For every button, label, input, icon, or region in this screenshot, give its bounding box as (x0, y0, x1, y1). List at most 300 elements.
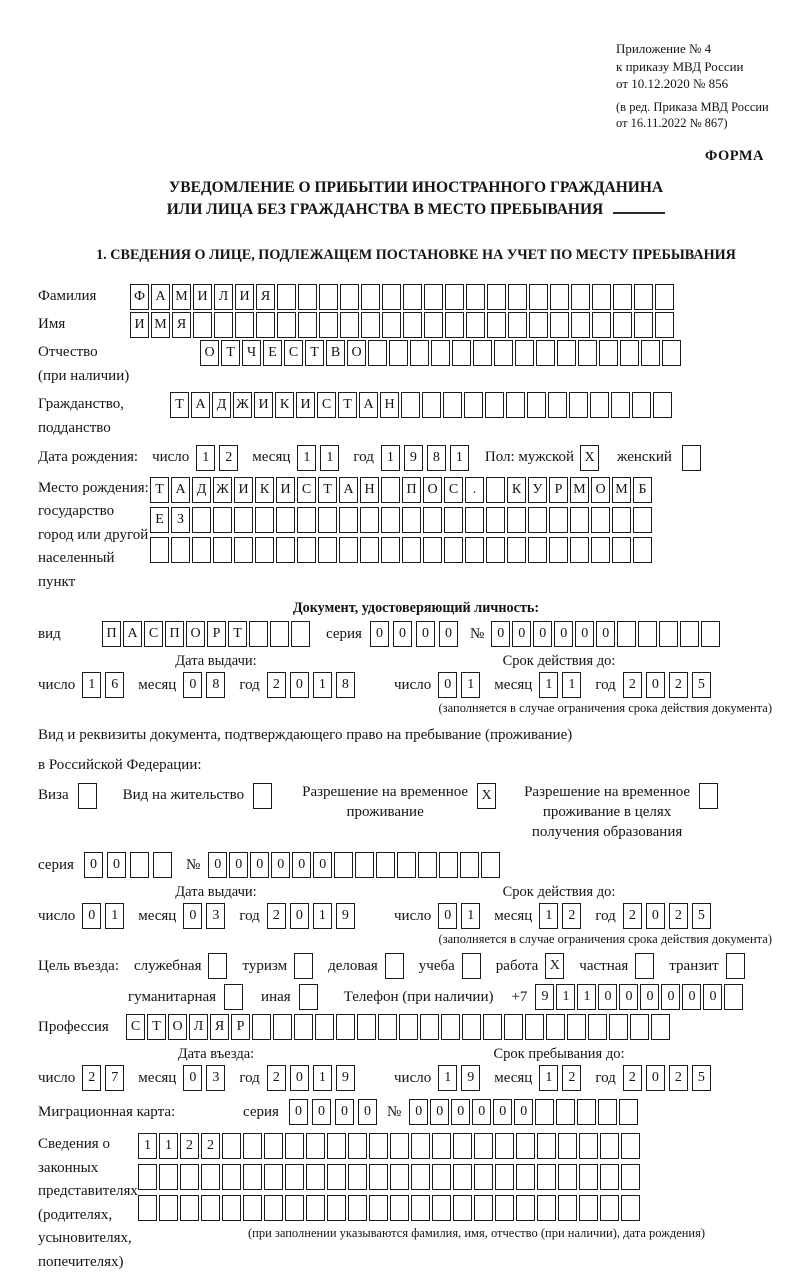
char-box[interactable] (340, 312, 359, 338)
char-box[interactable] (486, 537, 505, 563)
char-box[interactable] (621, 1195, 640, 1221)
char-box[interactable] (600, 1133, 619, 1159)
char-box[interactable] (453, 1133, 472, 1159)
char-box[interactable]: 0 (575, 621, 594, 647)
char-box[interactable] (319, 312, 338, 338)
char-box[interactable]: 8 (427, 445, 446, 471)
char-box[interactable] (527, 392, 546, 418)
char-box[interactable]: 1 (381, 445, 400, 471)
char-box[interactable]: 0 (250, 852, 269, 878)
char-box[interactable] (402, 507, 421, 533)
char-box[interactable]: 1 (313, 672, 332, 698)
char-box[interactable] (638, 621, 657, 647)
char-box[interactable]: 0 (640, 984, 659, 1010)
char-box[interactable]: 0 (312, 1099, 331, 1125)
char-box[interactable] (130, 852, 149, 878)
char-box[interactable]: 0 (703, 984, 722, 1010)
char-box[interactable] (339, 537, 358, 563)
char-box[interactable] (201, 1164, 220, 1190)
char-box[interactable] (506, 392, 525, 418)
char-box[interactable] (243, 1133, 262, 1159)
char-box[interactable] (508, 312, 527, 338)
char-box[interactable] (192, 537, 211, 563)
char-box[interactable] (150, 537, 169, 563)
checkbox-male[interactable]: X (580, 445, 599, 471)
char-box[interactable]: М (151, 312, 170, 338)
char-box[interactable] (327, 1195, 346, 1221)
char-box[interactable] (368, 340, 387, 366)
char-box[interactable] (464, 392, 483, 418)
char-box[interactable] (662, 340, 681, 366)
char-box[interactable] (579, 1195, 598, 1221)
char-box[interactable]: 2 (623, 672, 642, 698)
char-box[interactable] (460, 852, 479, 878)
char-box[interactable] (264, 1164, 283, 1190)
char-box[interactable]: У (528, 477, 547, 503)
char-box[interactable]: К (275, 392, 294, 418)
char-box[interactable]: С (284, 340, 303, 366)
char-box[interactable] (389, 340, 408, 366)
char-box[interactable]: 0 (290, 672, 309, 698)
char-box[interactable] (381, 477, 400, 503)
char-box[interactable] (598, 1099, 617, 1125)
char-box[interactable]: 2 (267, 903, 286, 929)
char-box[interactable] (537, 1164, 556, 1190)
char-box[interactable]: 1 (577, 984, 596, 1010)
char-box[interactable] (579, 1133, 598, 1159)
char-box[interactable] (466, 312, 485, 338)
char-box[interactable]: 0 (290, 903, 309, 929)
char-box[interactable] (138, 1195, 157, 1221)
char-box[interactable] (222, 1195, 241, 1221)
char-box[interactable]: 1 (313, 903, 332, 929)
checkbox-purpose-humanitarian[interactable] (224, 984, 243, 1010)
char-box[interactable] (399, 1014, 418, 1040)
char-box[interactable]: Е (150, 507, 169, 533)
char-box[interactable] (516, 1133, 535, 1159)
char-box[interactable]: Т (305, 340, 324, 366)
char-box[interactable] (494, 340, 513, 366)
char-box[interactable]: 0 (289, 1099, 308, 1125)
char-box[interactable]: З (171, 507, 190, 533)
char-box[interactable]: 5 (692, 1065, 711, 1091)
char-box[interactable] (431, 340, 450, 366)
char-box[interactable] (243, 1164, 262, 1190)
char-box[interactable]: 0 (290, 1065, 309, 1091)
char-box[interactable] (465, 507, 484, 533)
char-box[interactable] (390, 1164, 409, 1190)
char-box[interactable]: И (234, 477, 253, 503)
char-box[interactable] (487, 312, 506, 338)
char-box[interactable] (724, 984, 743, 1010)
char-box[interactable]: Т (318, 477, 337, 503)
char-box[interactable] (357, 1014, 376, 1040)
char-box[interactable]: 2 (82, 1065, 101, 1091)
char-box[interactable] (382, 284, 401, 310)
char-box[interactable]: Д (192, 477, 211, 503)
char-box[interactable]: 0 (84, 852, 103, 878)
char-box[interactable] (273, 1014, 292, 1040)
char-box[interactable] (234, 507, 253, 533)
char-box[interactable] (264, 1195, 283, 1221)
char-box[interactable] (360, 507, 379, 533)
char-box[interactable]: 2 (669, 1065, 688, 1091)
char-box[interactable] (634, 284, 653, 310)
char-box[interactable]: 0 (183, 672, 202, 698)
char-box[interactable]: И (130, 312, 149, 338)
char-box[interactable] (255, 507, 274, 533)
char-box[interactable]: 0 (358, 1099, 377, 1125)
char-box[interactable]: 2 (219, 445, 238, 471)
char-box[interactable] (529, 284, 548, 310)
char-box[interactable]: Р (231, 1014, 250, 1040)
char-box[interactable] (243, 1195, 262, 1221)
char-box[interactable] (180, 1195, 199, 1221)
char-box[interactable] (619, 1099, 638, 1125)
char-box[interactable]: А (123, 621, 142, 647)
char-box[interactable]: М (612, 477, 631, 503)
char-box[interactable] (340, 284, 359, 310)
char-box[interactable] (444, 537, 463, 563)
char-box[interactable]: О (200, 340, 219, 366)
char-box[interactable]: 1 (539, 903, 558, 929)
char-box[interactable] (655, 312, 674, 338)
char-box[interactable] (483, 1014, 502, 1040)
char-box[interactable]: Н (360, 477, 379, 503)
char-box[interactable]: 2 (562, 903, 581, 929)
char-box[interactable] (445, 284, 464, 310)
char-box[interactable]: 9 (404, 445, 423, 471)
char-box[interactable]: 2 (267, 1065, 286, 1091)
char-box[interactable] (423, 537, 442, 563)
char-box[interactable]: 0 (682, 984, 701, 1010)
char-box[interactable]: 1 (461, 672, 480, 698)
checkbox-purpose-work[interactable]: X (545, 953, 564, 979)
char-box[interactable] (612, 507, 631, 533)
char-box[interactable] (465, 537, 484, 563)
char-box[interactable]: Е (263, 340, 282, 366)
char-box[interactable] (577, 1099, 596, 1125)
char-box[interactable] (424, 312, 443, 338)
char-box[interactable]: С (317, 392, 336, 418)
char-box[interactable] (516, 1164, 535, 1190)
char-box[interactable] (591, 507, 610, 533)
char-box[interactable]: 0 (554, 621, 573, 647)
char-box[interactable]: Т (338, 392, 357, 418)
char-box[interactable] (422, 392, 441, 418)
checkbox-purpose-other[interactable] (299, 984, 318, 1010)
char-box[interactable] (549, 507, 568, 533)
char-box[interactable] (634, 312, 653, 338)
char-box[interactable]: 0 (430, 1099, 449, 1125)
char-box[interactable] (452, 340, 471, 366)
char-box[interactable]: 2 (669, 672, 688, 698)
char-box[interactable]: 1 (297, 445, 316, 471)
char-box[interactable]: Т (221, 340, 240, 366)
char-box[interactable]: 0 (646, 1065, 665, 1091)
char-box[interactable] (410, 340, 429, 366)
char-box[interactable] (294, 1014, 313, 1040)
char-box[interactable] (334, 852, 353, 878)
char-box[interactable] (381, 507, 400, 533)
char-box[interactable] (420, 1014, 439, 1040)
char-box[interactable]: . (465, 477, 484, 503)
char-box[interactable] (486, 477, 505, 503)
char-box[interactable] (277, 284, 296, 310)
char-box[interactable]: 7 (105, 1065, 124, 1091)
char-box[interactable]: О (168, 1014, 187, 1040)
char-box[interactable] (508, 284, 527, 310)
char-box[interactable]: И (235, 284, 254, 310)
char-box[interactable] (557, 340, 576, 366)
char-box[interactable] (588, 1014, 607, 1040)
char-box[interactable] (570, 537, 589, 563)
char-box[interactable] (369, 1164, 388, 1190)
char-box[interactable]: О (186, 621, 205, 647)
char-box[interactable] (621, 1133, 640, 1159)
char-box[interactable]: 1 (82, 672, 101, 698)
char-box[interactable] (306, 1133, 325, 1159)
char-box[interactable]: 2 (201, 1133, 220, 1159)
char-box[interactable] (306, 1195, 325, 1221)
char-box[interactable]: 0 (335, 1099, 354, 1125)
char-box[interactable]: А (171, 477, 190, 503)
char-box[interactable] (528, 507, 547, 533)
char-box[interactable] (318, 537, 337, 563)
char-box[interactable]: 1 (556, 984, 575, 1010)
char-box[interactable] (592, 284, 611, 310)
char-box[interactable] (201, 1195, 220, 1221)
char-box[interactable] (613, 312, 632, 338)
char-box[interactable] (255, 537, 274, 563)
char-box[interactable] (651, 1014, 670, 1040)
char-box[interactable]: А (359, 392, 378, 418)
char-box[interactable]: 0 (208, 852, 227, 878)
char-box[interactable] (569, 392, 588, 418)
checkbox-purpose-business[interactable] (385, 953, 404, 979)
char-box[interactable]: 0 (370, 621, 389, 647)
char-box[interactable] (481, 852, 500, 878)
char-box[interactable] (590, 392, 609, 418)
char-box[interactable] (297, 537, 316, 563)
char-box[interactable] (297, 507, 316, 533)
char-box[interactable] (403, 284, 422, 310)
char-box[interactable] (537, 1195, 556, 1221)
char-box[interactable] (213, 507, 232, 533)
char-box[interactable] (633, 507, 652, 533)
char-box[interactable]: 0 (512, 621, 531, 647)
char-box[interactable] (630, 1014, 649, 1040)
char-box[interactable]: 2 (623, 903, 642, 929)
char-box[interactable]: 0 (82, 903, 101, 929)
char-box[interactable] (571, 312, 590, 338)
char-box[interactable] (381, 537, 400, 563)
char-box[interactable]: 0 (107, 852, 126, 878)
char-box[interactable] (411, 1164, 430, 1190)
char-box[interactable]: В (326, 340, 345, 366)
char-box[interactable]: 6 (105, 672, 124, 698)
char-box[interactable]: Б (633, 477, 652, 503)
char-box[interactable]: И (254, 392, 273, 418)
char-box[interactable] (252, 1014, 271, 1040)
char-box[interactable] (390, 1195, 409, 1221)
char-box[interactable] (613, 284, 632, 310)
char-box[interactable] (620, 340, 639, 366)
char-box[interactable] (495, 1195, 514, 1221)
char-box[interactable] (445, 312, 464, 338)
char-box[interactable]: 5 (692, 672, 711, 698)
char-box[interactable]: 1 (159, 1133, 178, 1159)
char-box[interactable] (655, 284, 674, 310)
char-box[interactable]: 0 (472, 1099, 491, 1125)
char-box[interactable]: 2 (180, 1133, 199, 1159)
char-box[interactable] (348, 1195, 367, 1221)
checkbox-purpose-study[interactable] (462, 953, 481, 979)
char-box[interactable]: 0 (313, 852, 332, 878)
char-box[interactable] (474, 1133, 493, 1159)
char-box[interactable]: П (402, 477, 421, 503)
char-box[interactable] (571, 284, 590, 310)
char-box[interactable] (535, 1099, 554, 1125)
char-box[interactable]: 0 (619, 984, 638, 1010)
char-box[interactable]: Л (189, 1014, 208, 1040)
char-box[interactable]: 0 (493, 1099, 512, 1125)
char-box[interactable] (277, 312, 296, 338)
char-box[interactable]: 0 (439, 621, 458, 647)
char-box[interactable]: 0 (292, 852, 311, 878)
char-box[interactable] (653, 392, 672, 418)
char-box[interactable]: С (126, 1014, 145, 1040)
char-box[interactable]: Н (380, 392, 399, 418)
char-box[interactable] (600, 1195, 619, 1221)
char-box[interactable] (592, 312, 611, 338)
char-box[interactable] (548, 392, 567, 418)
char-box[interactable]: 0 (451, 1099, 470, 1125)
char-box[interactable] (382, 312, 401, 338)
char-box[interactable]: Т (228, 621, 247, 647)
char-box[interactable] (701, 621, 720, 647)
char-box[interactable]: Т (170, 392, 189, 418)
char-box[interactable]: С (297, 477, 316, 503)
char-box[interactable] (612, 537, 631, 563)
char-box[interactable] (397, 852, 416, 878)
char-box[interactable]: О (591, 477, 610, 503)
char-box[interactable] (432, 1133, 451, 1159)
char-box[interactable] (432, 1164, 451, 1190)
char-box[interactable]: 9 (535, 984, 554, 1010)
char-box[interactable] (641, 340, 660, 366)
char-box[interactable] (528, 537, 547, 563)
char-box[interactable] (298, 284, 317, 310)
checkbox-purpose-private[interactable] (635, 953, 654, 979)
char-box[interactable]: 2 (623, 1065, 642, 1091)
char-box[interactable] (235, 312, 254, 338)
char-box[interactable] (390, 1133, 409, 1159)
char-box[interactable] (285, 1164, 304, 1190)
char-box[interactable]: А (339, 477, 358, 503)
char-box[interactable] (453, 1164, 472, 1190)
char-box[interactable] (609, 1014, 628, 1040)
char-box[interactable]: 0 (416, 621, 435, 647)
char-box[interactable] (444, 507, 463, 533)
char-box[interactable]: 1 (562, 672, 581, 698)
char-box[interactable]: 9 (336, 1065, 355, 1091)
char-box[interactable]: 1 (105, 903, 124, 929)
char-box[interactable] (348, 1164, 367, 1190)
char-box[interactable]: 1 (539, 1065, 558, 1091)
char-box[interactable] (276, 507, 295, 533)
char-box[interactable] (600, 1164, 619, 1190)
char-box[interactable]: Я (210, 1014, 229, 1040)
char-box[interactable] (621, 1164, 640, 1190)
char-box[interactable] (495, 1133, 514, 1159)
char-box[interactable] (285, 1133, 304, 1159)
char-box[interactable]: 1 (320, 445, 339, 471)
checkbox-purpose-official[interactable] (208, 953, 227, 979)
char-box[interactable] (441, 1014, 460, 1040)
char-box[interactable] (403, 312, 422, 338)
char-box[interactable] (473, 340, 492, 366)
char-box[interactable]: 0 (598, 984, 617, 1010)
char-box[interactable] (632, 392, 651, 418)
char-box[interactable]: Л (214, 284, 233, 310)
char-box[interactable]: С (144, 621, 163, 647)
char-box[interactable]: Ж (233, 392, 252, 418)
char-box[interactable] (315, 1014, 334, 1040)
char-box[interactable]: 0 (514, 1099, 533, 1125)
char-box[interactable] (264, 1133, 283, 1159)
char-box[interactable]: К (507, 477, 526, 503)
char-box[interactable]: 0 (438, 672, 457, 698)
char-box[interactable] (180, 1164, 199, 1190)
checkbox-visa[interactable] (78, 783, 97, 809)
char-box[interactable] (159, 1164, 178, 1190)
char-box[interactable] (424, 284, 443, 310)
char-box[interactable]: 3 (206, 1065, 225, 1091)
char-box[interactable] (193, 312, 212, 338)
char-box[interactable] (327, 1133, 346, 1159)
char-box[interactable] (570, 507, 589, 533)
char-box[interactable]: А (151, 284, 170, 310)
char-box[interactable] (411, 1133, 430, 1159)
char-box[interactable]: 0 (596, 621, 615, 647)
char-box[interactable] (319, 284, 338, 310)
char-box[interactable] (611, 392, 630, 418)
char-box[interactable] (507, 537, 526, 563)
char-box[interactable] (567, 1014, 586, 1040)
char-box[interactable] (348, 1133, 367, 1159)
char-box[interactable]: О (423, 477, 442, 503)
checkbox-residence-permit[interactable] (253, 783, 272, 809)
char-box[interactable]: 0 (229, 852, 248, 878)
char-box[interactable]: 1 (450, 445, 469, 471)
char-box[interactable]: 1 (461, 903, 480, 929)
char-box[interactable] (453, 1195, 472, 1221)
char-box[interactable] (495, 1164, 514, 1190)
char-box[interactable]: Ч (242, 340, 261, 366)
char-box[interactable]: И (193, 284, 212, 310)
char-box[interactable] (138, 1164, 157, 1190)
char-box[interactable]: Я (172, 312, 191, 338)
char-box[interactable] (536, 340, 555, 366)
char-box[interactable] (558, 1164, 577, 1190)
char-box[interactable]: А (191, 392, 210, 418)
char-box[interactable] (474, 1195, 493, 1221)
char-box[interactable]: Р (207, 621, 226, 647)
char-box[interactable]: 0 (661, 984, 680, 1010)
char-box[interactable]: 0 (438, 903, 457, 929)
char-box[interactable] (599, 340, 618, 366)
